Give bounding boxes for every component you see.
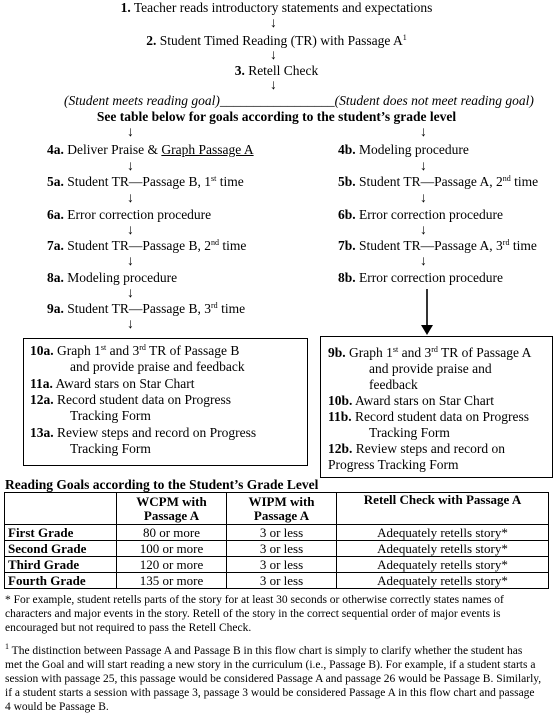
step-number: 4b. (338, 142, 356, 157)
box-line (30, 343, 239, 358)
grade-cell: Fourth Grade (5, 573, 117, 589)
step-7a (47, 238, 246, 254)
wcpm-cell: 120 or more (117, 557, 227, 573)
box-line: and provide praise and (369, 361, 492, 376)
ordinal-suffix: rd (502, 238, 510, 247)
header-text: WCPM with (136, 493, 207, 509)
step-text: Error correction procedure (359, 270, 503, 285)
note-line (5, 644, 541, 658)
goals-table-title: Reading Goals according to the Student’s Grade Level (5, 477, 319, 492)
table-row (5, 573, 549, 589)
down-arrow-icon: ↓ (127, 159, 134, 174)
step-number: 8a. (47, 270, 64, 285)
step-text-underlined: Graph Passage A (161, 142, 254, 157)
box-line (328, 393, 494, 408)
step-text: Student TR—Passage B, 3 (67, 301, 212, 316)
ordinal-suffix: st (100, 343, 107, 352)
box-line (30, 392, 231, 407)
step-text: Teacher reads introductory statements and expectations (133, 0, 433, 15)
step-number: 12a. (30, 392, 54, 407)
step-text: time (509, 238, 537, 253)
grade-cell: Second Grade (5, 541, 117, 557)
step-4a (47, 142, 254, 158)
see-table-note: See table below for goals according to the student’s grade level (96, 109, 457, 124)
grade-cell: Third Grade (5, 557, 117, 573)
step-number: 7a. (47, 238, 64, 253)
step-text: Error correction procedure (359, 207, 503, 222)
wipm-cell: 3 or less (227, 573, 337, 589)
down-arrow-icon: ↓ (127, 286, 134, 301)
box-line (328, 345, 531, 360)
wcpm-cell: 80 or more (117, 525, 227, 541)
asterisk-note (5, 593, 504, 635)
step-text: Student TR—Passage B, 2 (67, 238, 212, 253)
step-text: Modeling procedure (359, 142, 469, 157)
grade-cell: First Grade (5, 525, 117, 541)
step-1 (0, 0, 553, 16)
down-arrow-icon: ↓ (270, 78, 277, 93)
step-text: Record student data on Progress (57, 392, 231, 407)
down-arrow-icon: ↓ (420, 159, 427, 174)
note-line: met the Goal and will start reading a new story in the curriculum (i.e., Passage B). For example, if a student starts a (5, 659, 536, 671)
step-4b (338, 142, 469, 158)
down-arrow-icon: ↓ (420, 223, 427, 238)
table-header-row (5, 493, 549, 525)
step-number: 11b. (328, 409, 352, 424)
step-number: 9b. (328, 345, 346, 360)
step-8b (338, 270, 503, 286)
long-down-arrow-icon (420, 289, 434, 335)
step-text: Review steps and record on Progress (57, 425, 257, 440)
step-text: time (219, 238, 247, 253)
step-text: Student TR—Passage A, 2 (359, 174, 503, 189)
step-3 (0, 63, 553, 79)
step-text: Student TR—Passage B, 1 (67, 174, 212, 189)
step-text: Student Timed Reading (TR) with Passage A (159, 33, 403, 48)
down-arrow-icon: ↓ (127, 191, 134, 206)
wipm-cell: 3 or less (227, 557, 337, 573)
down-arrow-icon: ↓ (270, 16, 277, 31)
ordinal-suffix: rd (139, 343, 146, 352)
box-line: feedback (369, 377, 418, 392)
note-line: session with passage 25, this passage would be considered Passage A and passage 26 would be Passage B. Similarly, (5, 673, 542, 685)
ordinal-suffix: nd (211, 238, 220, 247)
ordinal-suffix: nd (502, 174, 511, 183)
header-text: Passage A (143, 507, 200, 523)
branch-divider: ___________ (219, 93, 295, 108)
step-number: 10b. (328, 393, 353, 408)
step-6b (338, 207, 503, 223)
step-text: TR of Passage A (437, 345, 532, 360)
note-text: The distinction between Passage A and Passage B in this flow chart is simply to clarify whether the student has (9, 645, 523, 657)
branch-left-label: (Student meets reading goal) (64, 93, 220, 108)
table-header (337, 493, 549, 525)
header-text: Retell Check with Passage A (363, 492, 522, 507)
step-text: time (216, 174, 244, 189)
table-header (227, 493, 337, 525)
box-line: Progress Tracking Form (328, 457, 459, 472)
step-number: 11a. (30, 376, 53, 391)
step-8a (47, 270, 177, 286)
step-text: and 3 (398, 345, 432, 360)
box-line (328, 441, 505, 456)
down-arrow-icon: ↓ (420, 254, 427, 269)
box-line (328, 409, 529, 424)
header-text: WIPM with (248, 493, 315, 509)
step-number: 5a. (47, 174, 64, 189)
step-number: 13a. (30, 425, 54, 440)
ordinal-suffix: rd (431, 345, 438, 354)
retell-cell: Adequately retells story* (337, 573, 549, 589)
step-text: Review steps and record on (355, 441, 505, 456)
box-line: Tracking Form (369, 425, 450, 440)
ordinal-suffix: rd (211, 301, 218, 310)
ordinal-suffix: st (392, 345, 399, 354)
footnote-marker: 1 (402, 33, 407, 42)
step-text: time (217, 301, 246, 316)
box-line (30, 425, 256, 440)
box-line: Tracking Form (70, 441, 151, 456)
step-text: Modeling procedure (67, 270, 178, 285)
step-number: 10a. (30, 343, 54, 358)
header-text: Passage A (253, 507, 310, 523)
step-number: 5b. (338, 174, 356, 189)
wipm-cell: 3 or less (227, 525, 337, 541)
down-arrow-icon: ↓ (127, 223, 134, 238)
table-row (5, 525, 549, 541)
step-text: Award stars on Star Chart (55, 376, 195, 391)
step-text: Graph 1 (349, 345, 393, 360)
branch-right-label: (Student does not meet reading goal) (334, 93, 534, 108)
note-line: characters and major events in the story. Retell of the story in the correct sequential order of major events is (5, 608, 501, 620)
step-6a (47, 207, 211, 223)
goals-table (4, 492, 549, 589)
step-5a (47, 174, 244, 190)
ordinal-suffix: st (211, 174, 217, 183)
down-arrow-icon: ↓ (270, 48, 277, 63)
step-number: 9a. (47, 301, 64, 316)
wcpm-cell: 135 or more (117, 573, 227, 589)
branch-divider: ______ (294, 93, 335, 108)
step-5b (338, 174, 538, 190)
step-number: 8b. (338, 270, 356, 285)
step-number: 6a. (47, 207, 64, 222)
step-number: 2. (146, 33, 157, 48)
step-number: 1. (120, 0, 131, 15)
step-number: 3. (234, 63, 245, 78)
down-arrow-icon: ↓ (127, 254, 134, 269)
branch-row (64, 93, 534, 109)
retell-cell: Adequately retells story* (337, 541, 549, 557)
step-text: Deliver Praise & (67, 142, 162, 157)
step-text: and 3 (106, 343, 140, 358)
step-7b (338, 238, 537, 254)
box-line (30, 376, 195, 391)
step-text: Error correction procedure (67, 207, 212, 222)
table-header (5, 493, 117, 525)
box-line: and provide praise and feedback (70, 359, 245, 374)
step-number: 6b. (338, 207, 356, 222)
step-text: Student TR—Passage A, 3 (359, 238, 503, 253)
retell-cell: Adequately retells story* (337, 557, 549, 573)
note-line: if a student starts a session with passage 3, passage 3 would be considered Passage A in this flow chart and passage (5, 687, 535, 699)
table-row (5, 557, 549, 573)
outcome-box-b (320, 336, 553, 478)
step-text: Retell Check (248, 63, 319, 78)
step-9a (47, 301, 245, 317)
outcome-box-a (23, 338, 308, 466)
step-text: time (510, 174, 539, 189)
down-arrow-icon: ↓ (420, 191, 427, 206)
note-line: 4 would be Passage B. (5, 701, 109, 713)
step-2 (0, 33, 553, 49)
wipm-cell: 3 or less (227, 541, 337, 557)
step-text: Record student data on Progress (355, 409, 529, 424)
down-arrow-icon: ↓ (127, 317, 134, 332)
step-number: 12b. (328, 441, 353, 456)
step-text: Graph 1 (57, 343, 101, 358)
note-line: encouraged but not required to pass the Retell Check. (5, 622, 252, 634)
box-line: Tracking Form (70, 408, 151, 423)
step-text: Award stars on Star Chart (355, 393, 495, 408)
step-number: 4a. (47, 142, 64, 157)
down-arrow-icon: ↓ (420, 125, 427, 140)
footnote-marker: 1 (5, 642, 9, 651)
wcpm-cell: 100 or more (117, 541, 227, 557)
down-arrow-icon: ↓ (127, 125, 134, 140)
retell-cell: Adequately retells story* (337, 525, 549, 541)
step-text: TR of Passage B (145, 343, 240, 358)
table-row (5, 541, 549, 557)
table-header (117, 493, 227, 525)
step-number: 7b. (338, 238, 356, 253)
footnote-1 (5, 644, 541, 714)
note-line: * For example, student retells parts of the story for at least 30 seconds or otherwise correctly states names of (5, 594, 504, 606)
